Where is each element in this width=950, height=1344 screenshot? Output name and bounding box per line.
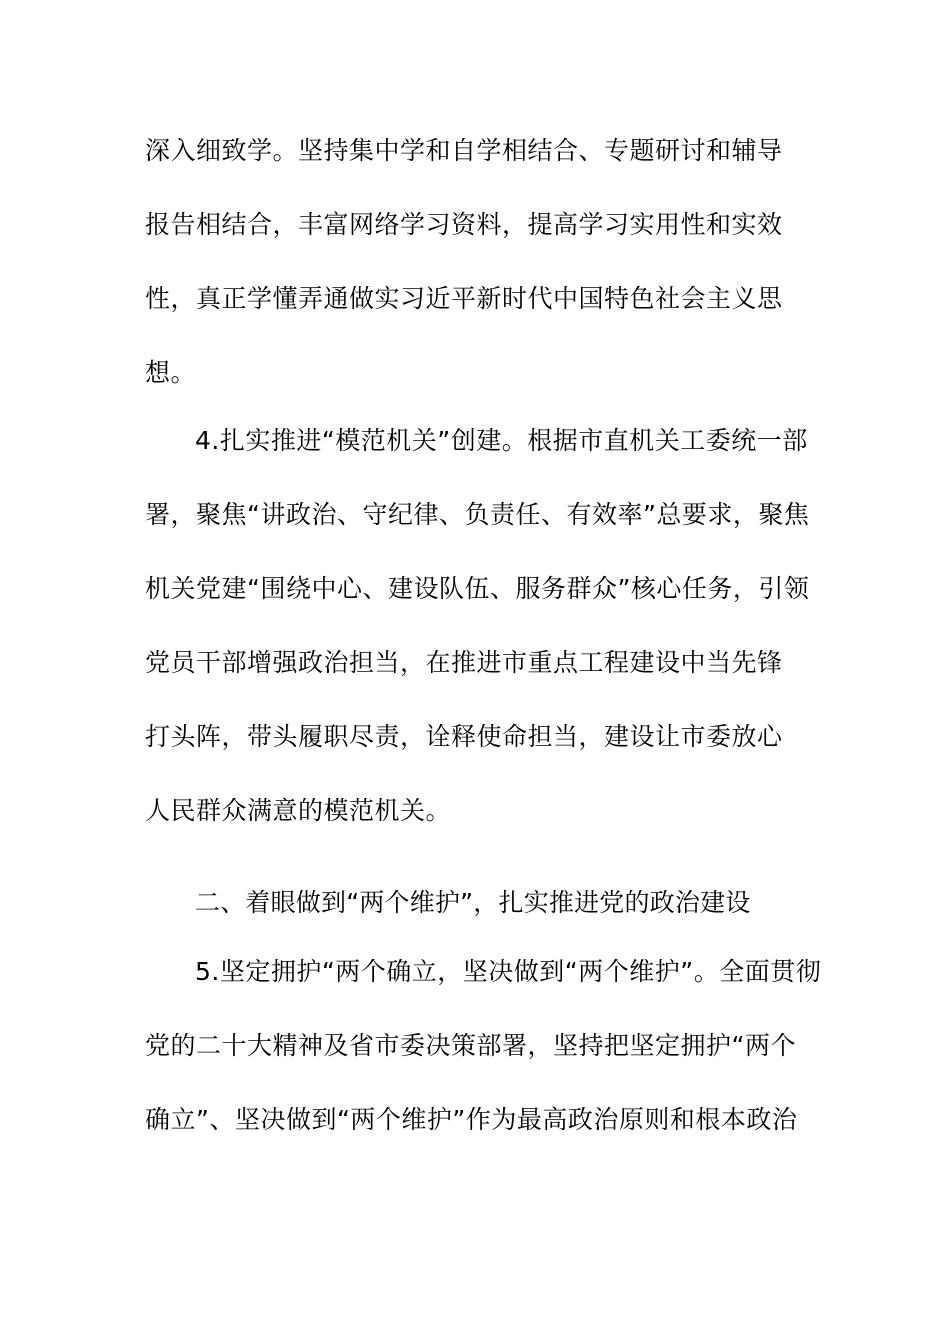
paragraph-line: 署，聚焦“讲政治、守纪律、负责任、有效率”总要求，聚焦 [145,500,810,529]
paragraph-line: 党的二十大精神及省市委决策部署，坚持把坚定拥护“两个 [145,1031,796,1060]
paragraph-line: 深入细致学。坚持集中学和自学相结合、专题研讨和辅导 [145,136,783,165]
paragraph-line: 5.坚定拥护“两个确立，坚决做到“两个维护”。全面贯彻 [195,957,822,986]
paragraph-line: 党员干部增强政治担当，在推进市重点工程建设中当先锋 [145,648,783,677]
paragraph-line: 性，真正学懂弄通做实习近平新时代中国特色社会主义思 [145,284,783,313]
paragraph-line: 人民群众满意的模范机关。 [145,796,452,825]
paragraph-line: 打头阵，带头履职尽责，诠释使命担当，建设让市委放心 [145,722,783,751]
paragraph-line: 机关党建“围绕中心、建设队伍、服务群众”核心任务，引领 [145,574,810,603]
paragraph-line: 报告相结合，丰富网络学习资料，提高学习实用性和实效 [145,210,783,239]
paragraph-line: 想。 [145,358,197,387]
paragraph-line: 确立”、坚决做到“两个维护”作为最高政治原则和根本政治 [145,1105,798,1134]
paragraph-line: 4.扎实推进“模范机关”创建。根据市直机关工委统一部 [195,426,808,455]
section-heading: 二、着眼做到“两个维护”，扎实推进党的政治建设 [195,888,751,917]
